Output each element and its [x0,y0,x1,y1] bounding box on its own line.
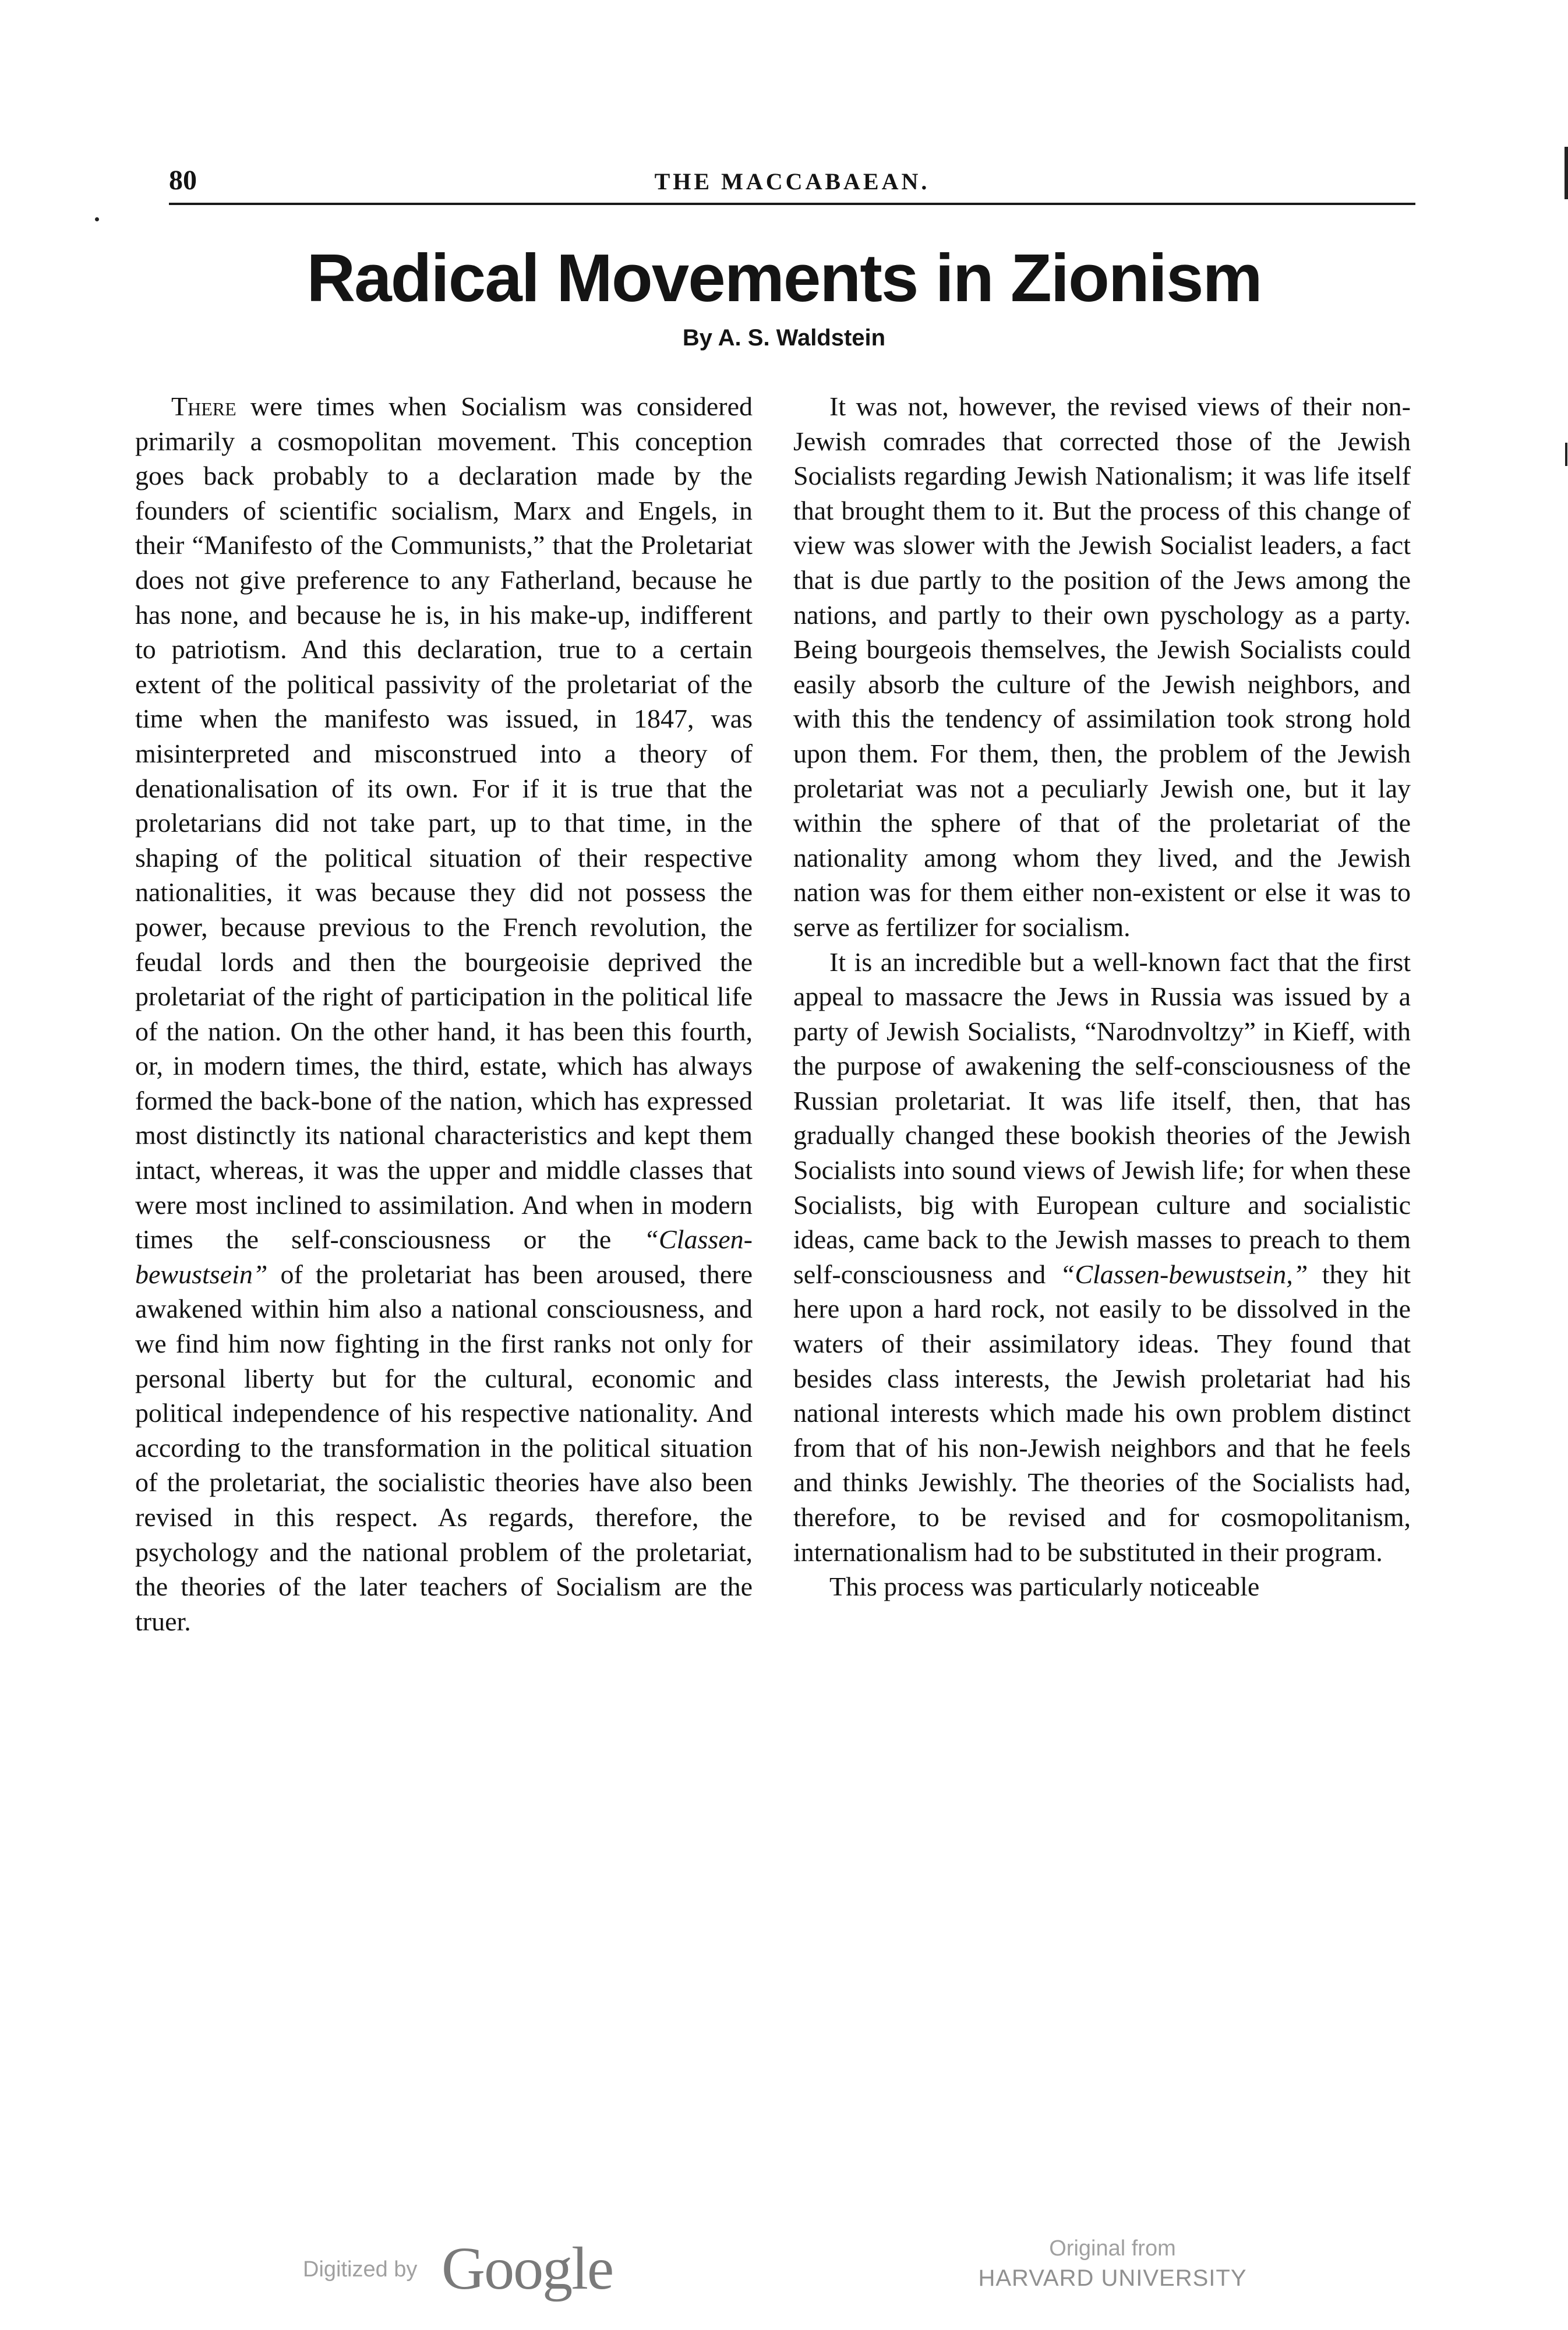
original-from-label: Original from [1049,2236,1176,2261]
article-title: Radical Movements in Zionism [306,240,1262,316]
institution-name: HARVARD UNIVERSITY [978,2265,1247,2291]
scan-dot [95,217,99,221]
right-paragraph-1: It was not, however, the revised views of their non-Jewish comrades that corrected those of the Jewish Socialists regarding Jewish Nationalism; it was life itself that brought them to it. But the process of this change of view was slower with the Jewish Socialist leaders, a fact that is due partly to the position of the Jews among the nations, and partly to their own pyschology as a party. Being bourgeois themselves, the Jewish Socialists could easily absorb the culture of the Jewish neighbors, and with this the tendency of assimilation took strong hold upon them. For them, then, the problem of the Jewish proletariat was not a peculiarly Jewish one, but it lay within the sphere of that of the proletariat of the nationality among whom they lived, and the Jewish nation was for them either non-existent or else it was to serve as fertilizer for socialism. [793,391,1411,942]
left-column [135,389,753,1639]
running-head [169,164,1415,205]
article-byline: By A. S. Waldstein [682,325,886,351]
left-paragraph-1-text: were times when Socialism was considered primarily a cosmopolitan movement. This conception goes back probably to a declaration made by the founders of scientific socialism, Marx and Engels, in their “Manifesto of the Communists,” that the Proletariat does not give preference to any Fatherland, because he has none, and because he is, in his make-up, indifferent to patriotism. And this declaration, true to a certain extent of the political passivity of the proletariat of the time when the manifesto was issued, in 1847, was misinterpreted and misconstrued into a theory of denationalisation of its own. For if it is true that the proletarians did not take part, up to that time, in the shaping of the political situation of their respective nationalities, it was because they did not possess the power, because previous to the French revolution, the feudal lords and then the bourgeoisie deprived the proletariat of the right of participation in the political life of the nation. On the other hand, it has been this fourth, or, in modern times, the third, estate, which has always formed the back-bone of the nation, which has expressed most distinctly its national characteristics and kept them intact, whereas, it was the upper and middle classes that were most inclined to assimilation. And when in modern times the self-consciousness or the [135,391,753,1255]
drop-word: There [171,391,236,421]
left-paragraph-1 [135,389,753,1639]
running-title: THE MACCABAEAN. [654,168,930,195]
google-logo: Google [442,2235,613,2302]
left-paragraph-1-end: of the proletariat has been aroused, there awakened within him also a national consciousness, and we find him now fighting in the first ranks not only for personal liberty but for the cultural, economic and political independence of his respective nationality. And according to the transformation in the political situation of the proletariat, the socialistic theories have also been revised in this respect. As regards, therefore, the psychology and the national problem of the proletariat, the theories of the later teachers of Socialism are the truer. [135,1259,753,1636]
right-column [793,389,1411,1604]
digitized-label: Digitized by [303,2257,418,2282]
right-paragraph-2-end: they hit here upon a hard rock, not easily to be dissolved in the waters of their assimilatory ideas. They found that besides class interests, the Jewish proletariat had his national interests which made his own problem distinct from that of his non-Jewish neighbors and that he feels and thinks Jewishly. The theories of the Socialists had, therefore, to be revised and for cosmopolitanism, internationalism had to be substituted in their program. [793,1259,1411,1567]
page-number: 80 [169,165,197,196]
right-paragraph-2-text: It is an incredible but a well-known fact that the first appeal to massacre the Jews in Russia was issued by a party of Jewish Socialists, “Narodnvoltzy” in Kieff, with the purpose of awakening the self-consciousness of the Russian proletariat. It was life itself, then, that has gradually changed these bookish theories of the Jewish Socialists into sound views of Jewish life; for when these Socialists, big with European culture and socialistic ideas, came back to the Jewish masses to preach to them self-consciousness and [793,947,1411,1289]
scan-edge-mark [1565,443,1567,466]
digitization-credit [303,2234,711,2302]
right-paragraph-2 [793,945,1411,1570]
left-paragraph-1-italic: “Classen-bewustsein” [135,1224,753,1289]
right-paragraph-2-italic: “Classen-bewustsein,” [1060,1259,1308,1289]
header-rule [169,203,1415,205]
source-credit [944,2234,1281,2298]
right-paragraph-3: This process was particularly noticeable [829,1572,1260,1602]
scan-edge-mark [1565,147,1568,199]
